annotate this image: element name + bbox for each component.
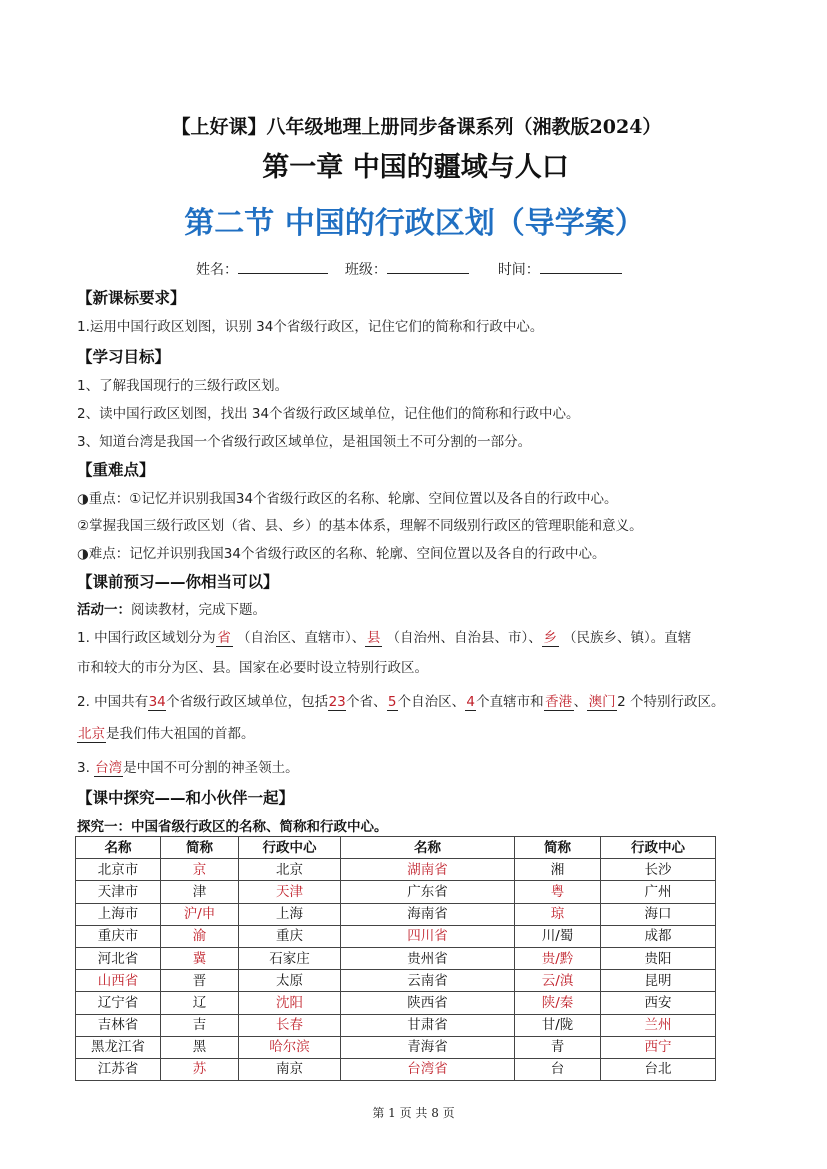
question-2	[77, 690, 725, 711]
table-cell: 甘/陇	[515, 1014, 601, 1036]
table-cell: 重庆市	[76, 925, 161, 947]
table-row	[76, 903, 716, 925]
table-cell: 渝	[161, 925, 239, 947]
table-cell: 黑	[161, 1036, 239, 1058]
goals-heading: 【学习目标】	[77, 348, 171, 366]
key-point-item: ◑重点：①记忆并识别我国34个省级行政区的名称、轮廓、空间位置以及各自的行政中心。	[77, 491, 618, 507]
section-title: 第二节 中国的行政区划（导学案）	[184, 206, 645, 241]
q2-text-4: 个直辖市和	[476, 694, 544, 710]
table-cell: 沈阳	[239, 992, 341, 1014]
table-cell: 天津市	[76, 881, 161, 903]
table-row	[76, 925, 716, 947]
table-row	[76, 859, 716, 881]
explore-heading: 【课中探究——和小伙伴一起】	[77, 789, 295, 807]
table-cell: 云/滇	[515, 970, 601, 992]
q2-text-3: 个自治区、	[397, 694, 466, 710]
table-cell: 京	[161, 859, 239, 881]
q1-answer-sheng[interactable]: 省	[217, 630, 231, 646]
key-point-item: ②掌握我国三级行政区划（省、县、乡）的基本体系，理解不同级别行政区的管理职能和意义。	[77, 518, 643, 534]
page-footer: 第 1 页 共 8 页	[372, 1106, 455, 1120]
q1-prefix: 1. 中国行政区域划分为	[77, 630, 216, 646]
q3-prefix: 3.	[77, 760, 95, 776]
table-row	[76, 1036, 716, 1058]
q2-text-5: 、	[573, 694, 588, 710]
table-cell: 湖南省	[341, 859, 515, 881]
table-cell: 台湾省	[341, 1058, 515, 1080]
table-cell: 陕西省	[341, 992, 515, 1014]
column-header: 简称	[515, 837, 601, 859]
column-header: 简称	[161, 837, 239, 859]
table-cell: 台	[515, 1058, 601, 1080]
table-cell: 山西省	[76, 970, 161, 992]
class-label: 班级：	[344, 262, 387, 278]
table-cell: 兰州	[601, 1014, 716, 1036]
question-1	[77, 626, 691, 647]
key-point-item: ◑难点：记忆并识别我国34个省级行政区的名称、轮廓、空间位置以及各自的行政中心。	[77, 546, 606, 562]
table-cell: 上海	[239, 903, 341, 925]
table-cell: 陕/秦	[515, 992, 601, 1014]
q3-answer-taiwan[interactable]: 台湾	[95, 760, 123, 776]
table-cell: 广东省	[341, 881, 515, 903]
student-info-line	[196, 259, 622, 279]
question-3	[77, 756, 299, 777]
q1-text-1: （自治区、直辖市）、	[232, 630, 366, 646]
table-cell: 青	[515, 1036, 601, 1058]
q2-answer-hongkong[interactable]: 香港	[545, 694, 573, 710]
series-title: 【上好课】八年级地理上册同步备课系列（湘教版2024）	[171, 116, 662, 138]
q2-text-7: 是我们伟大祖国的首都。	[106, 726, 255, 742]
table-row	[76, 947, 716, 969]
time-blank[interactable]	[540, 261, 622, 274]
table-cell: 冀	[161, 947, 239, 969]
table-cell: 吉	[161, 1014, 239, 1036]
goal-item: 3、知道台湾是我国一个省级行政区域单位，是祖国领土不可分割的一部分。	[77, 434, 532, 450]
table-cell: 昆明	[601, 970, 716, 992]
activity-text: 阅读教材，完成下题。	[131, 602, 266, 618]
column-header: 名称	[76, 837, 161, 859]
table-cell: 湘	[515, 859, 601, 881]
column-header: 名称	[341, 837, 515, 859]
goal-item: 2、读中国行政区划图，找出 34个省级行政区域单位，记住他们的简称和行政中心。	[77, 406, 580, 422]
table-cell: 太原	[239, 970, 341, 992]
name-blank[interactable]	[238, 261, 328, 274]
table-cell: 成都	[601, 925, 716, 947]
table-cell: 河北省	[76, 947, 161, 969]
curriculum-heading: 【新课标要求】	[77, 289, 186, 307]
table-cell: 广州	[601, 881, 716, 903]
table-cell: 黑龙江省	[76, 1036, 161, 1058]
table-cell: 长沙	[601, 859, 716, 881]
q2-answer-5[interactable]: 5	[387, 694, 397, 710]
table-cell: 辽宁省	[76, 992, 161, 1014]
table-cell: 石家庄	[239, 947, 341, 969]
time-label: 时间：	[497, 262, 540, 278]
table-cell: 哈尔滨	[239, 1036, 341, 1058]
table-cell: 琼	[515, 903, 601, 925]
question-2-line-2	[77, 722, 255, 743]
curriculum-line: 1.运用中国行政区划图，识别 34个省级行政区，记住它们的简称和行政中心。	[77, 319, 544, 335]
q2-prefix: 2. 中国共有	[77, 694, 149, 710]
key-points-heading: 【重难点】	[77, 461, 155, 479]
table-row	[76, 970, 716, 992]
q1-text-3: （民族乡、镇）。直辖	[558, 630, 692, 646]
table-cell: 江苏省	[76, 1058, 161, 1080]
activity-line	[77, 598, 266, 618]
q2-answer-23[interactable]: 23	[328, 694, 346, 710]
table-cell: 吉林省	[76, 1014, 161, 1036]
q1-answer-xian[interactable]: 县	[366, 630, 381, 646]
q2-answer-macau[interactable]: 澳门	[588, 694, 616, 710]
q1-text-2: （自治州、自治县、市）、	[382, 630, 542, 646]
table-cell: 贵州省	[341, 947, 515, 969]
chapter-title: 第一章 中国的疆域与人口	[262, 152, 569, 183]
table-cell: 西宁	[601, 1036, 716, 1058]
table-cell: 海南省	[341, 903, 515, 925]
table-row	[76, 1014, 716, 1036]
table-cell: 南京	[239, 1058, 341, 1080]
table-cell: 晋	[161, 970, 239, 992]
table-cell: 西安	[601, 992, 716, 1014]
table-cell: 川/蜀	[515, 925, 601, 947]
table-cell: 云南省	[341, 970, 515, 992]
activity-label: 活动一：	[77, 602, 131, 618]
q2-answer-beijing[interactable]: 北京	[78, 726, 105, 742]
table-cell: 青海省	[341, 1036, 515, 1058]
table-cell: 辽	[161, 992, 239, 1014]
explore-subheading: 探究一：中国省级行政区的名称、简称和行政中心。	[77, 819, 388, 835]
q3-text-1: 是中国不可分割的神圣领土。	[123, 760, 299, 776]
table-cell: 粤	[515, 881, 601, 903]
table-cell: 重庆	[239, 925, 341, 947]
q2-text-2: 个省、	[346, 694, 387, 710]
table-cell: 甘肃省	[341, 1014, 515, 1036]
table-cell: 北京	[239, 859, 341, 881]
q2-text-1: 个省级行政区域单位，包括	[166, 694, 329, 710]
table-cell: 长春	[239, 1014, 341, 1036]
q2-text-6: 2 个特别行政区。	[617, 694, 725, 710]
table-cell: 台北	[601, 1058, 716, 1080]
province-table	[75, 836, 716, 1081]
table-cell: 苏	[161, 1058, 239, 1080]
table-cell: 贵/黔	[515, 947, 601, 969]
q2-answer-34[interactable]: 34	[148, 694, 166, 710]
column-header: 行政中心	[601, 837, 716, 859]
name-label: 姓名：	[196, 262, 238, 278]
table-cell: 津	[161, 881, 239, 903]
preview-heading: 【课前预习——你相当可以】	[77, 573, 279, 591]
table-cell: 沪/申	[161, 903, 239, 925]
table-row	[76, 881, 716, 903]
question-1-line-2: 市和较大的市分为区、县。国家在必要时设立特别行政区。	[77, 660, 428, 676]
table-row	[76, 992, 716, 1014]
table-row	[76, 1058, 716, 1080]
table-cell: 海口	[601, 903, 716, 925]
table-cell: 贵阳	[601, 947, 716, 969]
table-cell: 天津	[239, 881, 341, 903]
table-header-row	[76, 837, 716, 859]
table-cell: 四川省	[341, 925, 515, 947]
goal-item: 1、了解我国现行的三级行政区划。	[77, 378, 289, 394]
q2-answer-4[interactable]: 4	[466, 694, 475, 710]
table-cell: 北京市	[76, 859, 161, 881]
table-cell: 上海市	[76, 903, 161, 925]
column-header: 行政中心	[239, 837, 341, 859]
class-blank[interactable]	[387, 261, 469, 274]
q1-answer-xiang[interactable]: 乡	[543, 630, 558, 646]
